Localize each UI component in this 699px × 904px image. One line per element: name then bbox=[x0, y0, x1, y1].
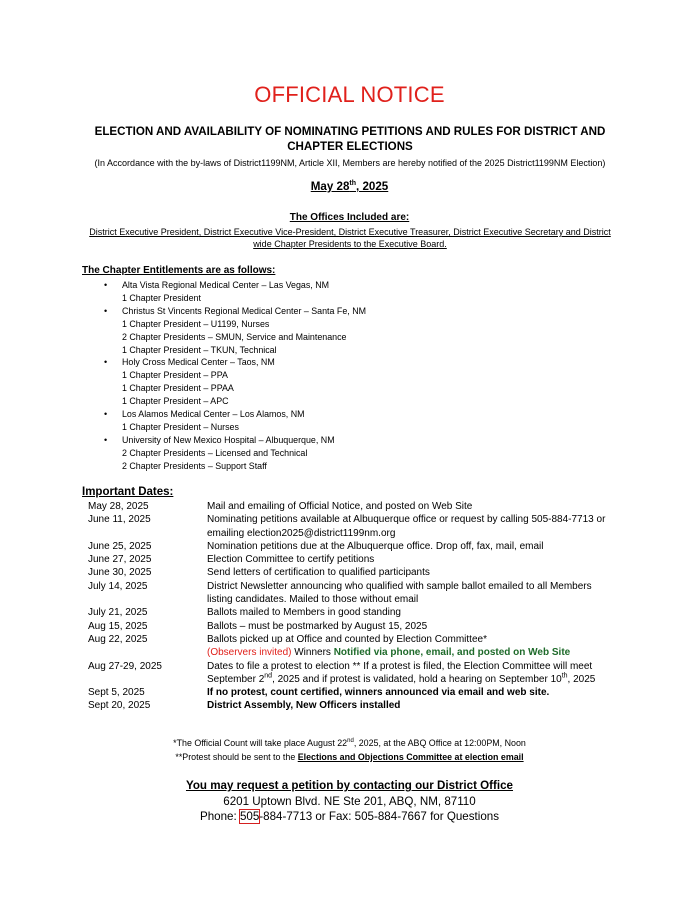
chapter-entitlement: 1 Chapter President bbox=[122, 292, 201, 303]
bylaws-note: (In Accordance with the by-laws of District1199NM, Article XII, Members are hereby notified of the 2025 District1199NM Election) bbox=[94, 158, 606, 168]
date-cell: Aug 27-29, 2025 bbox=[88, 660, 162, 672]
date-row bbox=[88, 699, 618, 712]
date-row bbox=[88, 660, 618, 687]
date-row bbox=[88, 580, 618, 607]
hospital-name: Christus St Vincents Regional Medical Center – Santa Fe, NM bbox=[122, 305, 367, 316]
event-cell: District Newsletter announcing who qualified with sample ballot emailed to all Members listing candidates. Mailed to those without email bbox=[207, 580, 592, 606]
hospital-name: Alta Vista Regional Medical Center – Las Vegas, NM bbox=[122, 280, 330, 290]
chapter-entitlement: 1 Chapter President – APC bbox=[122, 396, 229, 407]
event-cell: Ballots mailed to Members in good standing bbox=[207, 607, 401, 619]
date-row bbox=[88, 646, 618, 659]
chapter-entitlement: 2 Chapter Presidents – SMUN, Service and Maintenance bbox=[122, 331, 347, 342]
chapter-entitlement: 1 Chapter President – TKUN, Technical bbox=[122, 344, 277, 355]
event-text-part: , 2025 bbox=[567, 673, 596, 685]
date-cell: Aug 22, 2025 bbox=[88, 633, 148, 645]
event-cell: Ballots picked up at Office and counted by Election Committee* bbox=[207, 633, 487, 645]
event-cell: Send letters of certification to qualified participants bbox=[207, 567, 430, 579]
date-cell: Sept 5, 2025 bbox=[88, 687, 145, 699]
chapter-entitlement: 1 Chapter President – PPAA bbox=[122, 383, 234, 394]
notice-date: May 28th, 2025 bbox=[310, 180, 389, 193]
event-text-part: th bbox=[561, 672, 568, 680]
chapter-entitlement: 1 Chapter President – Nurses bbox=[122, 421, 239, 432]
date-row bbox=[88, 566, 618, 579]
chapter-entitlement: 1 Chapter President – U1199, Nurses bbox=[122, 318, 270, 329]
event-cell: Mail and emailing of Official Notice, and posted on Web Site bbox=[207, 501, 473, 512]
date-row bbox=[88, 620, 618, 633]
date-row bbox=[88, 686, 618, 699]
event-cell: Election Committee to certify petitions bbox=[207, 554, 375, 566]
count-footnote: *The Official Count will take place August 22nd, 2025, at the ABQ Office at 12:00PM, Noon bbox=[173, 738, 526, 748]
notice-heading: ELECTION AND AVAILABILITY OF NOMINATING PETITIONS AND RULES FOR DISTRICT AND CHAPTER ELECTIONS bbox=[94, 125, 606, 153]
date-cell: June 27, 2025 bbox=[88, 554, 152, 566]
entitlements-list bbox=[104, 279, 524, 473]
offices-text: District Executive President, District Executive Vice-President, District Executive Treasurer, District Executive Secretary and District wide Chapter Presidents to the Executive Board. bbox=[89, 227, 611, 249]
date-row bbox=[88, 553, 618, 566]
phone-area-code: 505 bbox=[239, 810, 260, 823]
entitlement-item bbox=[104, 279, 524, 305]
chapter-entitlement: 2 Chapter Presidents – Support Staff bbox=[122, 460, 267, 471]
event-text-part: nd bbox=[264, 672, 273, 680]
office-address: 6201 Uptown Blvd. NE Ste 201, ABQ, NM, 87110 bbox=[223, 795, 476, 808]
protest-committee-link[interactable]: Elections and Objections Committee at election email bbox=[297, 752, 524, 762]
hospital-name: Holy Cross Medical Center – Taos, NM bbox=[122, 357, 275, 368]
event-cell: If no protest, count certified, winners announced via email and web site. bbox=[207, 687, 550, 699]
important-dates-table bbox=[88, 500, 618, 713]
entitlement-item bbox=[104, 356, 524, 408]
hospital-name: University of New Mexico Hospital – Albuquerque, NM bbox=[122, 434, 335, 445]
observers-note: (Observers invited) bbox=[207, 647, 292, 659]
bullet-icon: • bbox=[104, 409, 108, 420]
date-cell: June 25, 2025 bbox=[88, 540, 152, 552]
bullet-icon: • bbox=[104, 305, 108, 316]
bullet-icon: • bbox=[104, 357, 108, 368]
page-title: OFFICIAL NOTICE bbox=[254, 82, 445, 107]
date-cell: July 21, 2025 bbox=[88, 607, 148, 619]
date-cell: Aug 15, 2025 bbox=[88, 620, 148, 632]
date-cell: July 14, 2025 bbox=[88, 580, 148, 592]
notification-note: Notified via phone, email, and posted on Web Site bbox=[333, 647, 571, 659]
event-cell: Nominating petitions available at Albuquerque office or request by calling 505-884-7713 or emailing election2025@district1199nm.org bbox=[207, 514, 606, 539]
event-text-part: Dates to file a protest to election ** If a protest is filed, the Election Committee will meet September 2 bbox=[207, 660, 593, 685]
protest-footnote: **Protest should be sent to the Elections and Objections Committee at election email bbox=[175, 752, 524, 762]
entitlement-item bbox=[104, 408, 524, 434]
event-cell: Ballots – must be postmarked by August 15, 2025 bbox=[207, 620, 428, 632]
offices-heading: The Offices Included are: bbox=[289, 212, 410, 223]
contact-heading: You may request a petition by contacting our District Office bbox=[185, 779, 514, 792]
event-cell bbox=[207, 660, 618, 687]
date-cell: June 30, 2025 bbox=[88, 567, 152, 579]
date-cell: May 28, 2025 bbox=[88, 501, 149, 512]
date-row bbox=[88, 513, 618, 540]
date-row bbox=[88, 500, 618, 513]
chapter-entitlement: 2 Chapter Presidents – Licensed and Technical bbox=[122, 447, 308, 458]
date-row bbox=[88, 540, 618, 553]
entitlements-heading: The Chapter Entitlements are as follows: bbox=[82, 265, 276, 276]
entitlement-item bbox=[104, 305, 524, 357]
hospital-name: Los Alamos Medical Center – Los Alamos, NM bbox=[122, 409, 305, 420]
event-cell bbox=[207, 646, 618, 659]
event-cell: Nomination petitions due at the Albuquerque office. Drop off, fax, mail, email bbox=[207, 540, 544, 552]
date-cell: Sept 20, 2025 bbox=[88, 700, 151, 712]
event-cell: District Assembly, New Officers installed bbox=[207, 700, 401, 712]
bullet-icon: • bbox=[104, 280, 108, 290]
winners-text: Winners bbox=[291, 647, 334, 659]
date-cell bbox=[88, 646, 207, 659]
date-row bbox=[88, 633, 618, 646]
entitlement-item bbox=[104, 434, 524, 473]
chapter-entitlement: 1 Chapter President – PPA bbox=[122, 370, 228, 381]
event-text-part: , 2025 and if protest is validated, hold a hearing on September 10 bbox=[272, 673, 562, 685]
date-cell: June 11, 2025 bbox=[88, 514, 151, 526]
important-dates-heading: Important Dates: bbox=[82, 486, 174, 498]
date-row bbox=[88, 606, 618, 619]
office-phone: Phone: 505-884-7713 or Fax: 505-884-7667 for Questions bbox=[199, 810, 500, 823]
bullet-icon: • bbox=[104, 434, 108, 445]
